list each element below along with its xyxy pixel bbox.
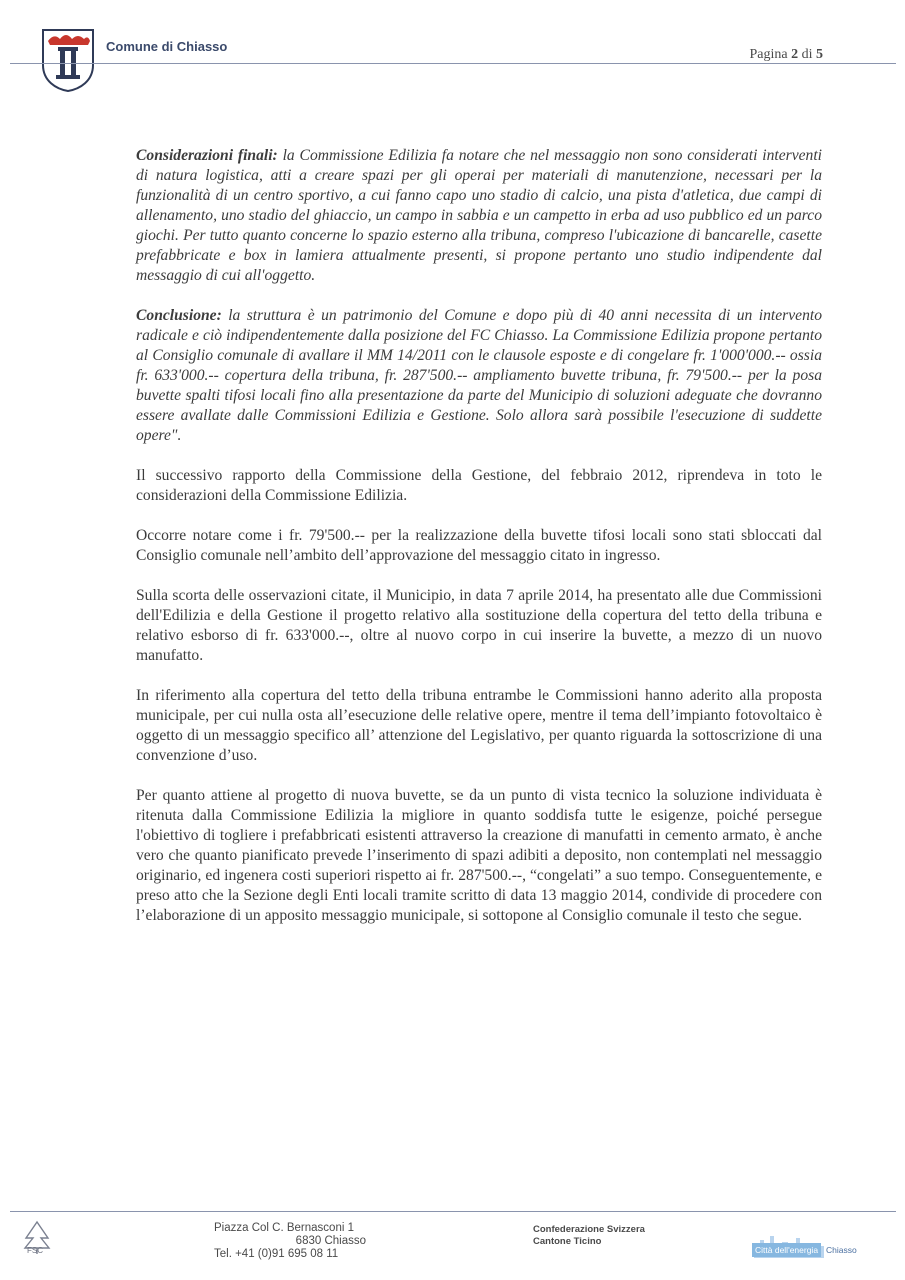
paragraph: Il successivo rapporto della Commissione della Gestione, del febbraio 2012, riprendeva in toto le considerazioni della Commissione Edilizia. xyxy=(136,467,822,504)
paragraph-lead: Considerazioni finali: xyxy=(136,147,278,164)
paragraph: Occorre notare come i fr. 79'500.-- per la realizzazione della buvette tifosi locali sono stati sbloccati dal Consiglio comunale nell’ambito dell’approvazione del messaggio citato in ingresso. xyxy=(136,527,822,564)
municipality-name: Comune di Chiasso xyxy=(106,39,228,54)
energy-city-name: Chiasso xyxy=(826,1245,857,1255)
footer-confederation: Confederazione Svizzera Cantone Ticino xyxy=(533,1224,645,1247)
footer-address: Piazza Col C. Bernasconi 1 6830 Chiasso Tel. +41 (0)91 695 08 11 xyxy=(214,1222,366,1260)
document-body xyxy=(136,146,822,946)
fsc-label: FSC xyxy=(27,1246,43,1255)
paragraph: Per quanto attiene al progetto di nuova buvette, se da un punto di vista tecnico la soluzione individuata è ritenuta dalla Commissione Edilizia la migliore in quanto soddisfa tutte le esigenze, poiché persegue l'obiettivo di togliere i prefabbricati esistenti attraverso la creazione di manufatti in cemento armato, è anche vero che quanto pianificato prevede l’inserimento di spazi adibiti a deposito, non contemplati nel messaggio originario, ed ingenera costi superiori rispetto ai fr. 287'500.--, “congelati” a suo tempo. Conseguentemente, e preso atto che la Sezione degli Enti locali tramite scritto di data 13 maggio 2014, condivide di procedere con l’elaborazione di un apposito messaggio municipale, si sottopone al Consiglio comunale il testo che segue. xyxy=(136,787,822,924)
paragraph-conclusione: Conclusione: la struttura è un patrimonio del Comune e dopo più di 40 anni necessita di un intervento radicale e ciò indipendentemente dalla posizione del FC Chiasso. La Commissione Edilizia propone pertanto al Consiglio comunale di avallare il MM 14/2011 con le clausole esposte e di congelare fr. 1'000'000.-- ossia fr. 633'000.-- copertura della tribuna, fr. 287'500.-- ampliamento buvette tribuna, fr. 79'500.-- per la posa buvette spalti tifosi locali fino alla presentazione da parte del Municipio di soluzioni adeguate che dovranno essere avallate dalle Commissioni Edilizia e Gestione. Solo allora sarà possibile l'esecuzione di suddette opere". xyxy=(136,307,822,444)
page-number: Pagina 2 di 5 xyxy=(749,47,823,62)
energy-city-badge: Città dell'energia xyxy=(752,1243,821,1257)
paragraph: In riferimento alla copertura del tetto della tribuna entrambe le Commissioni hanno aderito alla proposta municipale, per cui nulla osta all’esecuzione delle relative opere, mentre il tema dell’impianto fotovoltaico è oggetto di un messaggio specifico all’ attenzione del Legislativo, per quanto riguarda la sottoscrizione di una convenzione d’uso. xyxy=(136,687,822,764)
page-header xyxy=(0,0,905,100)
paragraph: Sulla scorta delle osservazioni citate, il Municipio, in data 7 aprile 2014, ha presentato alle due Commissioni dell'Edilizia e della Gestione il progetto relativo alla sostituzione della copertura del tetto della tribuna e relativo esborso di fr. 633'000.--, oltre al nuovo corpo in cui inserire la buvette, a mezzo di un nuovo manufatto. xyxy=(136,587,822,664)
paragraph-lead: Conclusione: xyxy=(136,307,222,324)
footer-divider xyxy=(10,1211,896,1212)
header-divider xyxy=(10,63,896,64)
coat-of-arms-icon xyxy=(40,27,96,93)
paragraph-considerazioni: Considerazioni finali: la Commissione Edilizia fa notare che nel messaggio non sono considerati interventi di natura logistica, atti a creare spazi per gli operai per materiali di manutenzione, necessari per la funzionalità di un centro sportivo, a cui fanno capo uno stadio di calcio, una pista d'atletica, due campi di allenamento, uno stadio del ghiaccio, un campo in sabbia e un campetto in erba ad uso pubblico ed un parco giochi. Per tutto quanto concerne lo spazio esterno alla tribuna, compreso l'ubicazione di bancarelle, casette prefabbricate e box in lamiera attualmente presenti, si propone pertanto uno studio indipendente dal messaggio di cui all'oggetto. xyxy=(136,147,822,284)
